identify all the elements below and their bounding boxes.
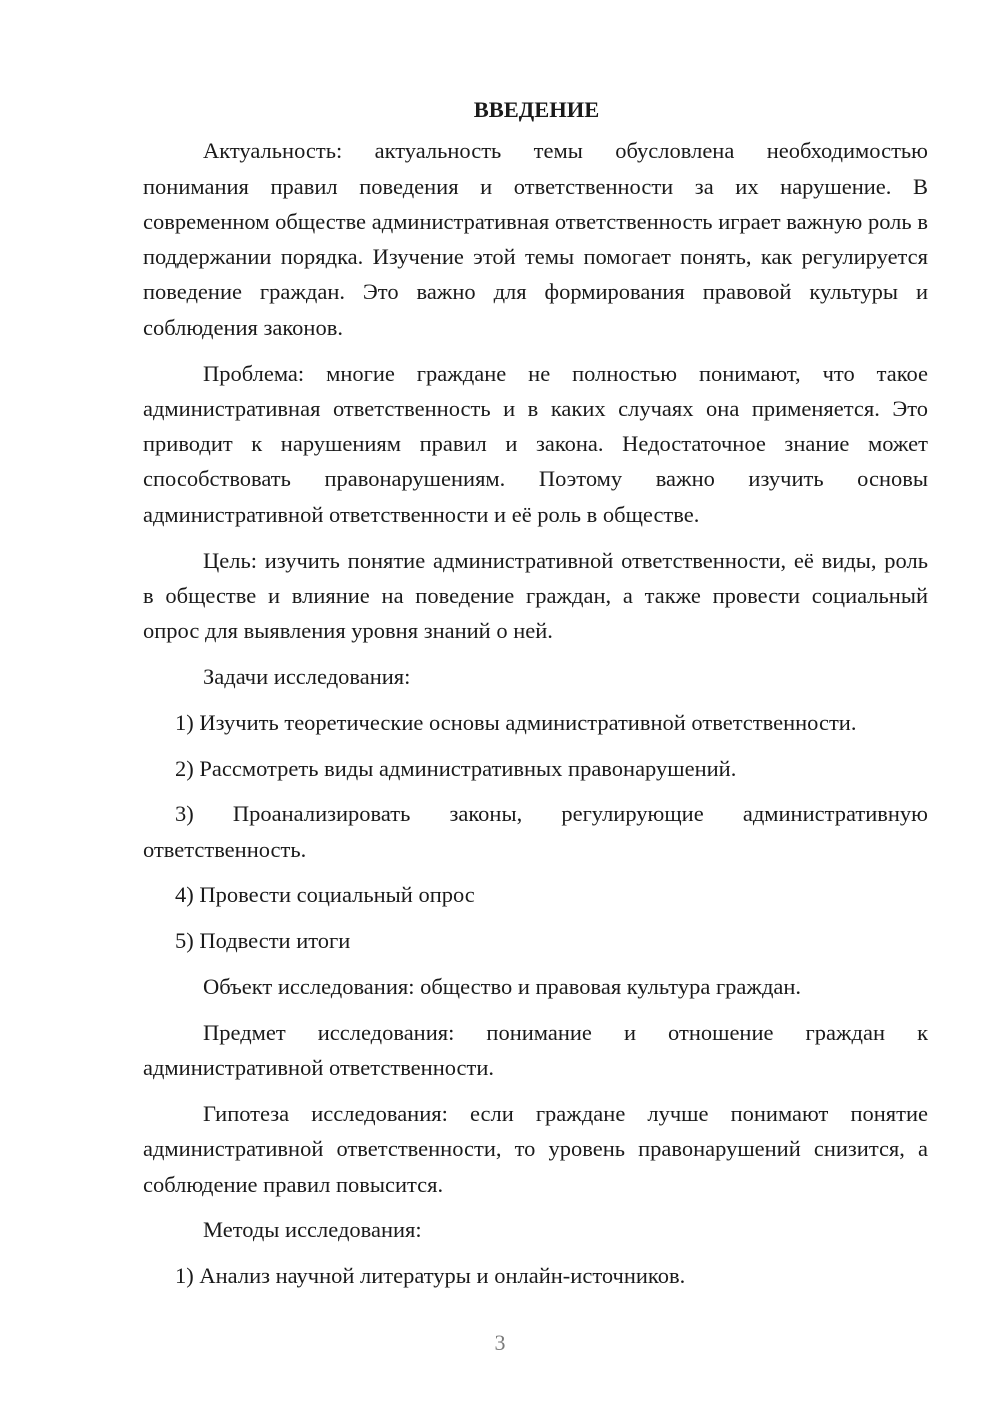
paragraph-relevance: Актуальность: актуальность темы обусловлена необходимостью понимания правил поведения и ответственности за их нарушение. В современном обществе административная ответственность играет важную роль в поддержании порядка. Изучение этой темы помогает понять, как регулируется поведение граждан. Это важно для формирования правовой культуры и соблюдения законов. [143, 138, 928, 340]
paragraph-goal: Цель: изучить понятие административной ответственности, её виды, роль в обществе и влияние на поведение граждан, а также провести социальный опрос для выявления уровня знаний о ней. [143, 547, 928, 644]
section-title: ВВЕДЕНИЕ [473, 97, 600, 122]
paragraph-problem: Проблема: многие граждане не полностью понимают, что такое административная ответственность и в каких случаях она применяется. Это приводит к нарушениям правил и закона. Недостаточное знание может способствовать правонарушениям. Поэтому важно изучить основы административной ответственности и её роль в обществе. [143, 360, 928, 527]
task-item-1: 1) Изучить теоретические основы административной ответственности. [175, 709, 857, 735]
task-item-4: 4) Провести социальный опрос [175, 882, 475, 908]
document-page [143, 92, 928, 1304]
task-item-5: 5) Подвести итоги [175, 928, 351, 954]
tasks-heading: Задачи исследования: [203, 663, 411, 689]
page-number: 3 [494, 1330, 506, 1355]
paragraph-subject: Предмет исследования: понимание и отношение граждан к административной ответственности. [143, 1019, 928, 1081]
paragraph-hypothesis: Гипотеза исследования: если граждане лучше понимают понятие административной ответственности, то уровень правонарушений снизится, а соблюдение правил повысится. [143, 1100, 928, 1197]
task-item-2: 2) Рассмотреть виды административных правонарушений. [175, 755, 737, 781]
methods-heading: Методы исследования: [203, 1217, 422, 1243]
method-item-1: 1) Анализ научной литературы и онлайн-источников. [175, 1263, 686, 1289]
task-item-3: 3) Проанализировать законы, регулирующие административную ответственность. [143, 801, 928, 862]
paragraph-object: Объект исследования: общество и правовая культура граждан. [203, 974, 802, 1000]
